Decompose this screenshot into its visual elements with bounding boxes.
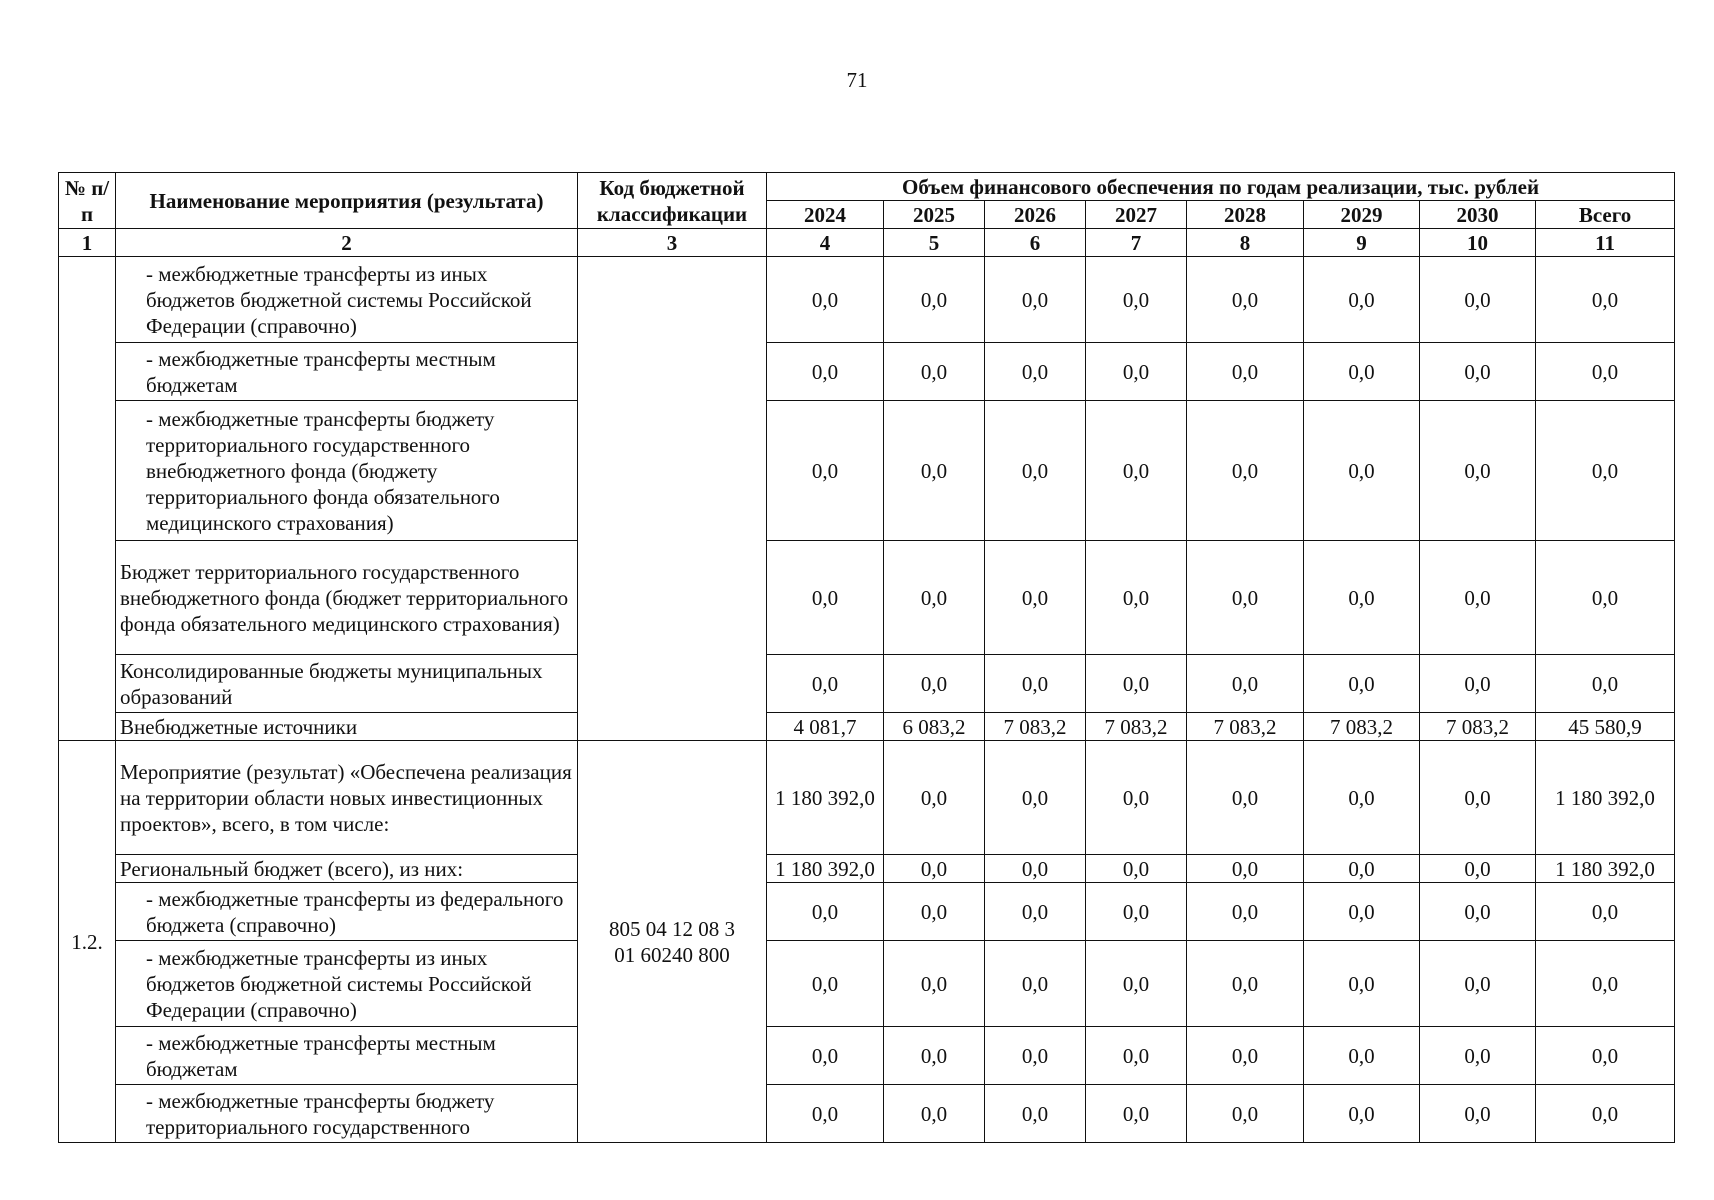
table-row: [59, 941, 1675, 1027]
cell-value: 7 083,2: [1420, 713, 1536, 741]
column-number: 3: [578, 229, 767, 257]
cell-value: 0,0: [884, 343, 985, 401]
table-row: [59, 883, 1675, 941]
cell-value: 0,0: [767, 343, 884, 401]
financing-table: [58, 172, 1675, 1143]
column-number: 1: [59, 229, 116, 257]
row-name: - межбюджетные трансферты бюджету территориального государственного внебюджетного фонда (бюджету территориального фонда обязательного медицинского страхования): [116, 401, 578, 541]
header-code: Код бюджетной классификации: [578, 173, 767, 229]
cell-value: 0,0: [767, 883, 884, 941]
cell-value: 0,0: [1536, 401, 1675, 541]
table-row: [59, 713, 1675, 741]
cell-value: 0,0: [985, 401, 1086, 541]
cell-value: 0,0: [1420, 741, 1536, 855]
cell-value: 6 083,2: [884, 713, 985, 741]
column-number: 7: [1086, 229, 1187, 257]
cell-value: 1 180 392,0: [1536, 741, 1675, 855]
cell-value: 0,0: [1420, 257, 1536, 343]
row-name: Бюджет территориального государственного внебюджетного фонда (бюджет территориального фонда обязательного медицинского страхования): [116, 541, 578, 655]
cell-value: 0,0: [985, 741, 1086, 855]
cell-value: 0,0: [1086, 541, 1187, 655]
header-year: 2025: [884, 201, 985, 229]
cell-value: 0,0: [985, 655, 1086, 713]
row-name: Внебюджетные источники: [116, 713, 578, 741]
page-number: 71: [846, 68, 868, 92]
cell-value: 0,0: [1420, 855, 1536, 883]
cell-value: 0,0: [884, 855, 985, 883]
cell-value: 0,0: [884, 1085, 985, 1143]
cell-value: 0,0: [1187, 855, 1304, 883]
cell-value: 0,0: [1536, 257, 1675, 343]
cell-value: 7 083,2: [1304, 713, 1420, 741]
cell-value: 0,0: [1187, 883, 1304, 941]
cell-value: 0,0: [1536, 343, 1675, 401]
column-number: 2: [116, 229, 578, 257]
cell-value: 0,0: [1187, 401, 1304, 541]
table-row: [59, 343, 1675, 401]
cell-value: 0,0: [767, 1027, 884, 1085]
cell-value: 0,0: [1536, 883, 1675, 941]
cell-value: 7 083,2: [1187, 713, 1304, 741]
cell-value: 0,0: [1086, 1027, 1187, 1085]
column-number: 8: [1187, 229, 1304, 257]
cell-value: 0,0: [767, 541, 884, 655]
row-name: Консолидированные бюджеты муниципальных образований: [116, 655, 578, 713]
cell-value: 0,0: [1420, 401, 1536, 541]
cell-value: 0,0: [1086, 883, 1187, 941]
row-name: Мероприятие (результат) «Обеспечена реализация на территории области новых инвестиционных проектов», всего, в том числе:: [116, 741, 578, 855]
cell-value: 0,0: [884, 741, 985, 855]
cell-value: 0,0: [1086, 343, 1187, 401]
cell-value: 0,0: [1187, 257, 1304, 343]
row-name: Региональный бюджет (всего), из них:: [116, 855, 578, 883]
column-number: 6: [985, 229, 1086, 257]
row-number-empty: [59, 257, 116, 741]
header-total: Всего: [1536, 201, 1675, 229]
cell-value: 0,0: [1536, 1027, 1675, 1085]
table-row: [59, 257, 1675, 343]
cell-value: 0,0: [1536, 1085, 1675, 1143]
row-name: - межбюджетные трансферты бюджету территориального государственного: [116, 1085, 578, 1143]
cell-value: 4 081,7: [767, 713, 884, 741]
cell-value: 0,0: [1187, 541, 1304, 655]
cell-value: 0,0: [1187, 343, 1304, 401]
cell-value: 1 180 392,0: [767, 741, 884, 855]
cell-value: 0,0: [1086, 941, 1187, 1027]
cell-value: 0,0: [985, 1085, 1086, 1143]
header-year: 2029: [1304, 201, 1420, 229]
cell-value: 0,0: [884, 883, 985, 941]
cell-value: 1 180 392,0: [767, 855, 884, 883]
cell-value: 0,0: [1420, 941, 1536, 1027]
cell-value: 0,0: [767, 1085, 884, 1143]
row-number: 1.2.: [59, 741, 116, 1143]
cell-value: 0,0: [985, 1027, 1086, 1085]
budget-code-empty: [578, 257, 767, 741]
cell-value: 0,0: [985, 343, 1086, 401]
row-name: - межбюджетные трансферты из федерального бюджета (справочно): [116, 883, 578, 941]
cell-value: 0,0: [884, 655, 985, 713]
column-number: 11: [1536, 229, 1675, 257]
cell-value: 0,0: [884, 541, 985, 655]
cell-value: 0,0: [884, 1027, 985, 1085]
cell-value: 0,0: [1304, 343, 1420, 401]
cell-value: 0,0: [1187, 741, 1304, 855]
cell-value: 0,0: [1086, 655, 1187, 713]
cell-value: 0,0: [1304, 401, 1420, 541]
cell-value: 7 083,2: [1086, 713, 1187, 741]
cell-value: 0,0: [1420, 883, 1536, 941]
table-row: [59, 541, 1675, 655]
row-name: - межбюджетные трансферты местным бюджетам: [116, 1027, 578, 1085]
header-num: № п/п: [59, 173, 116, 229]
cell-value: 0,0: [985, 257, 1086, 343]
cell-value: 0,0: [1420, 343, 1536, 401]
cell-value: 0,0: [767, 401, 884, 541]
cell-value: 0,0: [1304, 655, 1420, 713]
column-number: 4: [767, 229, 884, 257]
cell-value: 0,0: [1304, 541, 1420, 655]
header-year: 2027: [1086, 201, 1187, 229]
cell-value: 0,0: [1086, 257, 1187, 343]
header-year: 2028: [1187, 201, 1304, 229]
header-year: 2024: [767, 201, 884, 229]
cell-value: 0,0: [1086, 401, 1187, 541]
cell-value: 0,0: [1187, 655, 1304, 713]
cell-value: 0,0: [1304, 855, 1420, 883]
budget-code: [578, 741, 767, 1143]
cell-value: 0,0: [1086, 1085, 1187, 1143]
cell-value: 45 580,9: [1536, 713, 1675, 741]
column-number: 10: [1420, 229, 1536, 257]
table-row: [59, 1085, 1675, 1143]
cell-value: 0,0: [884, 401, 985, 541]
cell-value: 0,0: [1187, 1085, 1304, 1143]
row-name: - межбюджетные трансферты из иных бюджетов бюджетной системы Российской Федерации (справочно): [116, 257, 578, 343]
cell-value: 0,0: [1536, 941, 1675, 1027]
header-volume: Объем финансового обеспечения по годам реализации, тыс. рублей: [767, 173, 1675, 201]
cell-value: 0,0: [767, 941, 884, 1027]
cell-value: 0,0: [1536, 655, 1675, 713]
cell-value: 0,0: [1420, 655, 1536, 713]
header-year: 2026: [985, 201, 1086, 229]
header-name: Наименование мероприятия (результата): [116, 173, 578, 229]
cell-value: 0,0: [1304, 883, 1420, 941]
column-number: 9: [1304, 229, 1420, 257]
cell-value: 0,0: [1187, 941, 1304, 1027]
row-name: - межбюджетные трансферты местным бюджетам: [116, 343, 578, 401]
cell-value: 0,0: [1536, 541, 1675, 655]
cell-value: 0,0: [1187, 1027, 1304, 1085]
cell-value: 0,0: [1304, 741, 1420, 855]
cell-value: 0,0: [985, 941, 1086, 1027]
cell-value: 0,0: [1304, 257, 1420, 343]
cell-value: 0,0: [884, 257, 985, 343]
table-row: [59, 401, 1675, 541]
cell-value: 0,0: [767, 655, 884, 713]
cell-value: 0,0: [985, 883, 1086, 941]
header-year: 2030: [1420, 201, 1536, 229]
table-row: [59, 855, 1675, 883]
cell-value: 0,0: [985, 855, 1086, 883]
cell-value: 0,0: [1420, 1085, 1536, 1143]
cell-value: 7 083,2: [985, 713, 1086, 741]
cell-value: 0,0: [1420, 541, 1536, 655]
cell-value: 0,0: [1086, 741, 1187, 855]
cell-value: 0,0: [1304, 1027, 1420, 1085]
table-row: [59, 741, 1675, 855]
cell-value: 1 180 392,0: [1536, 855, 1675, 883]
cell-value: 0,0: [1086, 855, 1187, 883]
column-number: 5: [884, 229, 985, 257]
cell-value: 0,0: [1304, 1085, 1420, 1143]
table-row: [59, 1027, 1675, 1085]
cell-value: 0,0: [1304, 941, 1420, 1027]
cell-value: 0,0: [884, 941, 985, 1027]
budget-code-text: 805 04 12 08 3 01 60240 800: [609, 916, 735, 967]
cell-value: 0,0: [985, 541, 1086, 655]
cell-value: 0,0: [767, 257, 884, 343]
cell-value: 0,0: [1420, 1027, 1536, 1085]
row-name: - межбюджетные трансферты из иных бюджетов бюджетной системы Российской Федерации (справочно): [116, 941, 578, 1027]
table-row: [59, 655, 1675, 713]
